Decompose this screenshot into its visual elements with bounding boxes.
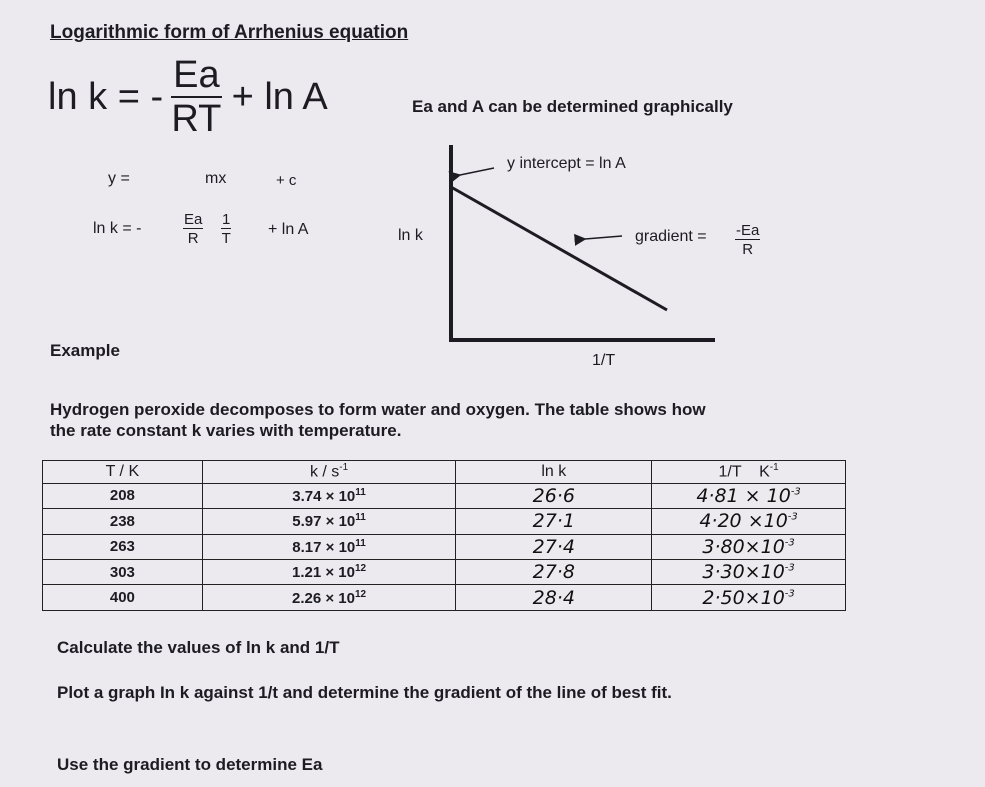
gradient-fraction	[735, 223, 760, 257]
cell-exponent: -3	[787, 511, 798, 523]
intercept-label: y intercept = ln A	[507, 155, 626, 172]
cell-inverse-t	[652, 534, 846, 559]
cell-exponent: 11	[355, 486, 366, 498]
line-form-y: y =	[108, 170, 130, 187]
cell-exponent: -3	[784, 537, 795, 549]
graphical-note: Ea and A can be determined graphically	[412, 97, 733, 116]
cell-rate-constant	[202, 534, 456, 559]
table-header-row	[43, 461, 846, 484]
table-row	[43, 559, 846, 584]
header-text: 1/T K	[718, 463, 770, 481]
cell-inverse-t	[652, 585, 846, 611]
gradient-arrow	[585, 236, 622, 239]
equation-lhs: ln k = -	[48, 75, 164, 118]
cell-ln-k: 27·8	[456, 559, 652, 584]
table-row	[43, 534, 846, 559]
cell-ln-k: 26·6	[456, 483, 652, 508]
cell-mantissa: 1.21 × 10	[292, 564, 355, 582]
gradient-label: gradient =	[635, 228, 707, 245]
intercept-arrow	[460, 168, 494, 175]
header-text: k / s	[309, 463, 340, 481]
table-row	[43, 483, 846, 508]
fraction-numerator: Ea	[184, 211, 203, 228]
fraction-denominator: R	[187, 230, 199, 247]
task-calculate: Calculate the values of ln k and 1/T	[57, 638, 340, 657]
cell-ln-k: 27·4	[456, 534, 652, 559]
cell-inverse-t	[652, 509, 846, 534]
cell-ln-k: 27·1	[456, 509, 652, 534]
header-exponent: -1	[339, 462, 349, 474]
cell-mantissa: 4·20 ×10	[699, 510, 788, 533]
one-over-t-fraction	[221, 212, 231, 246]
fraction-numerator: 1	[222, 211, 231, 228]
cell-ln-k: 28·4	[456, 585, 652, 611]
cell-mantissa: 2.26 × 10	[292, 589, 355, 607]
cell-mantissa: 3·80×10	[702, 535, 785, 558]
cell-temperature: 208	[43, 483, 203, 508]
header-ln-k: ln k	[456, 461, 652, 484]
header-inverse-t	[652, 461, 846, 484]
task-plot: Plot a graph In k against 1/t and determine the gradient of the line of best fit.	[57, 683, 672, 702]
cell-exponent: -3	[790, 486, 801, 498]
fraction-numerator: Ea	[173, 54, 220, 96]
ea-over-r-fraction	[183, 212, 203, 246]
cell-mantissa: 5.97 × 10	[292, 513, 356, 531]
header-temperature: T / K	[43, 461, 203, 484]
table-row	[43, 585, 846, 611]
cell-mantissa: 2·50×10	[702, 586, 785, 609]
fraction-numerator: -Ea	[736, 222, 760, 239]
x-axis-label: 1/T	[592, 352, 616, 369]
cell-mantissa: 3·30×10	[702, 561, 785, 584]
rate-constant-table	[42, 460, 846, 611]
y-axis-label: ln k	[398, 227, 423, 244]
description-line-1: Hydrogen peroxide decomposes to form water and oxygen. The table shows how	[50, 400, 706, 419]
fraction-denominator: R	[742, 241, 754, 258]
cell-inverse-t	[652, 483, 846, 508]
cell-mantissa: 4·81 × 10	[696, 484, 791, 507]
sub-equation-lhs: ln k = -	[93, 220, 142, 237]
line-form-c: + c	[276, 172, 297, 189]
header-rate-constant	[202, 461, 456, 484]
cell-temperature: 303	[43, 559, 203, 584]
example-label: Example	[50, 341, 120, 360]
task-determine-ea: Use the gradient to determine Ea	[57, 755, 323, 774]
cell-exponent: 11	[355, 512, 366, 524]
table-row	[43, 509, 846, 534]
cell-temperature: 238	[43, 509, 203, 534]
fraction-denominator: RT	[171, 98, 222, 140]
page-heading: Logarithmic form of Arrhenius equation	[50, 22, 409, 43]
cell-exponent: -3	[784, 562, 795, 574]
cell-exponent: 12	[355, 563, 367, 575]
cell-mantissa: 8.17 × 10	[292, 538, 356, 556]
cell-rate-constant	[202, 559, 456, 584]
line-form-mx: mx	[205, 170, 227, 187]
best-fit-line	[451, 187, 667, 310]
cell-exponent: 11	[355, 537, 366, 549]
fraction-denominator: T	[221, 230, 231, 247]
header-exponent: -1	[769, 462, 779, 474]
cell-rate-constant	[202, 509, 456, 534]
description-line-2: the rate constant k varies with temperature.	[50, 421, 402, 440]
cell-mantissa: 3.74 × 10	[292, 487, 356, 505]
cell-exponent: -3	[784, 588, 795, 600]
cell-temperature: 400	[43, 585, 203, 611]
cell-rate-constant	[202, 585, 456, 611]
arrhenius-log-equation	[48, 56, 328, 138]
equation-rhs: + ln A	[231, 75, 328, 118]
sub-equation-rhs: + ln A	[268, 221, 309, 238]
cell-temperature: 263	[43, 534, 203, 559]
cell-inverse-t	[652, 559, 846, 584]
ea-over-rt-fraction	[171, 56, 221, 138]
cell-rate-constant	[202, 483, 456, 508]
cell-exponent: 12	[355, 588, 367, 600]
